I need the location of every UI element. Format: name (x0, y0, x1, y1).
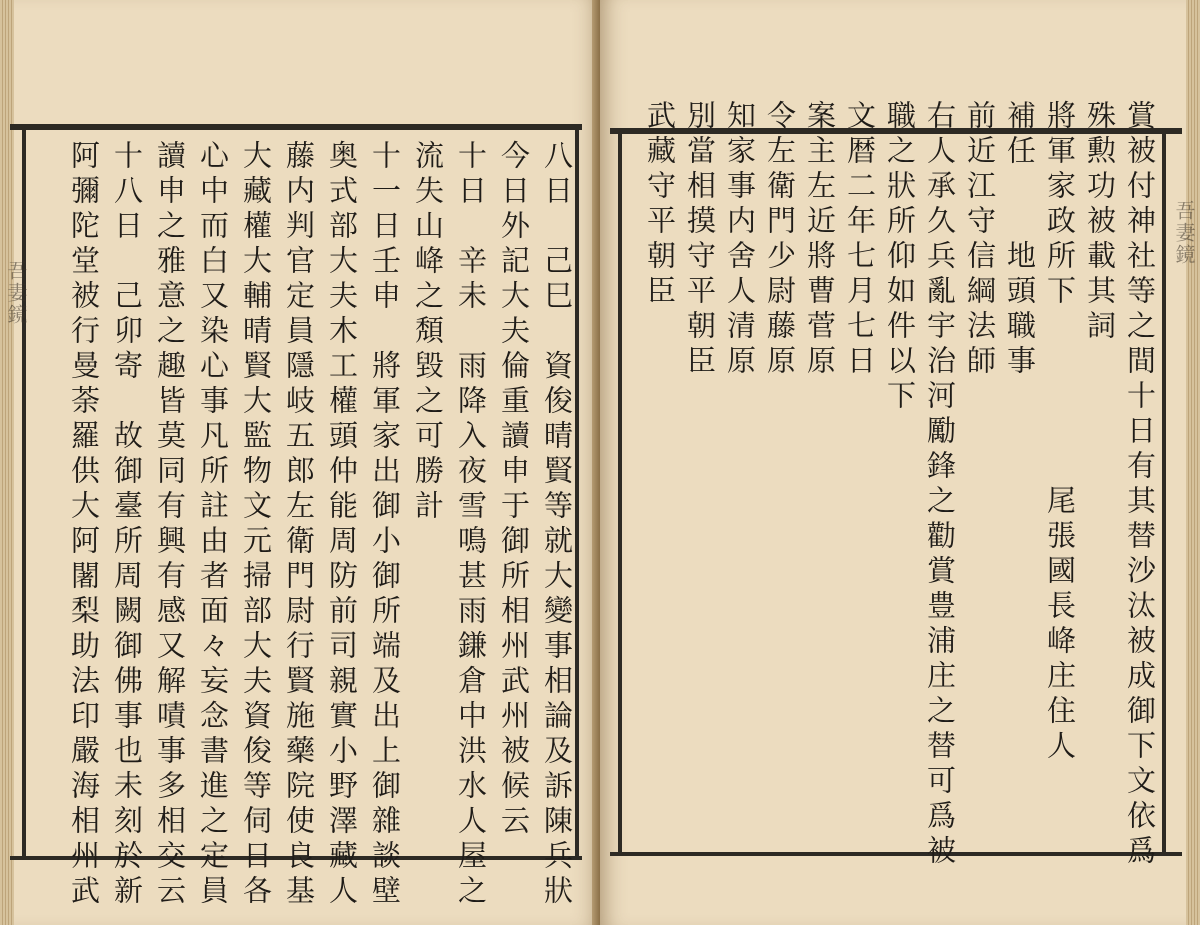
text-column: 藤内判官定員隱岐五郎左衛門尉行賢施藥院使良基 (282, 140, 316, 910)
right-page (600, 0, 1200, 925)
text-column: 職之狀所仰如件以下 (883, 100, 917, 415)
text-column: 讀申之雅意之趣皆莫同有興有感又解嘖事多相交云 (153, 140, 187, 910)
bottom-border (610, 852, 1182, 856)
side-border (22, 124, 26, 860)
text-column: 補任 地頭職事 (1003, 100, 1037, 380)
text-column: 八日 己巳 資俊晴賢等就大變事相論及訴陳兵狀 (540, 140, 574, 910)
text-column: 阿彌陀堂被行曼荼羅供大阿闍梨助法印嚴海相州武 (67, 140, 101, 910)
side-border (618, 128, 622, 856)
text-column: 知家事内舍人清原 (723, 100, 757, 380)
side-border (575, 124, 579, 860)
text-column: 十一日壬申 將軍家出御小御所端及出上御雜談壁 (368, 140, 402, 910)
text-column: 將軍家政所下 尾張國長𡶶庄住人 (1043, 100, 1077, 765)
page-edge (1186, 0, 1200, 925)
text-column: 右人承久兵亂宇治河勵鋒之勸賞豊浦庄之替可爲被 (923, 100, 957, 870)
text-column: 案主左近將曹菅原 (803, 100, 837, 380)
text-column: 別當相摸守平朝臣 (683, 100, 717, 380)
margin-title: 吾妻鏡 (1172, 200, 1196, 266)
text-column: 十八日 己卯寄 故御臺所周闕御佛事也未刻於新 (110, 140, 144, 910)
text-column: 流失山𡶶之頽毀之可勝計 (411, 140, 445, 525)
text-column: 武藏守平朝臣 (643, 100, 677, 310)
text-column: 奥式部大夫木工權頭仲能周防前司親實小野澤藏人 (325, 140, 359, 910)
text-column: 心中而白又染心事凡所註由者面々妄念書進之定員 (196, 140, 230, 910)
text-column: 賞被付神社等之間十日有其替沙汰被成御下文依爲 (1123, 100, 1157, 870)
text-column: 前近江守信綱法師 (963, 100, 997, 380)
text-column: 令左衛門少尉藤原 (763, 100, 797, 380)
text-column: 殊勲功被載其詞 (1083, 100, 1117, 345)
page-edge (0, 0, 14, 925)
text-column: 文暦二年七月七日 (843, 100, 877, 380)
side-border (1162, 128, 1166, 856)
text-column: 大藏權大輔晴賢大監物文元掃部大夫資俊等伺日各 (239, 140, 273, 910)
margin-title: 吾妻鏡 (4, 260, 28, 326)
text-column: 十日 辛未 雨降入夜雪鳴甚雨鎌倉中洪水人屋之 (454, 140, 488, 910)
top-border (10, 124, 582, 130)
text-column: 今日外記大夫倫重讀申于御所相州武州被候云 (497, 140, 531, 840)
